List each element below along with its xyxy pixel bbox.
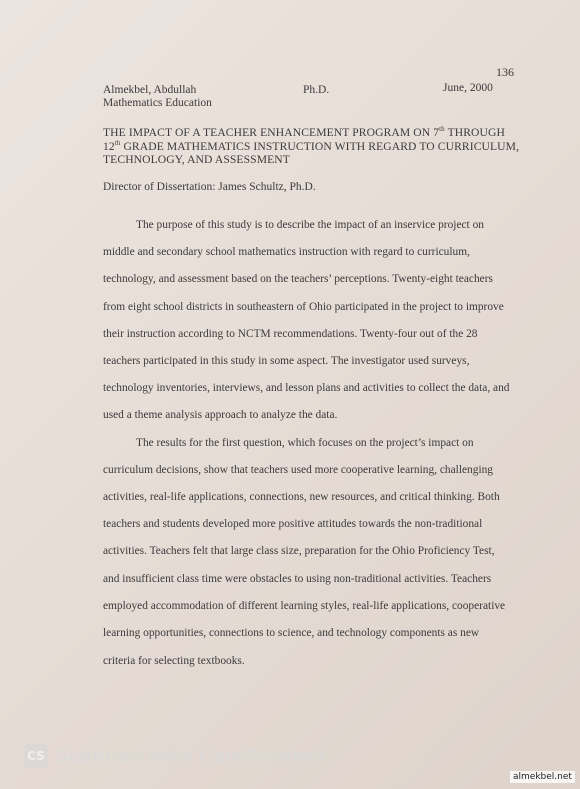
paragraph-line: The purpose of this study is to describe the impact of an inservice project on xyxy=(136,219,484,231)
title-line-3: TECHNOLOGY, AND ASSESSMENT xyxy=(103,153,290,166)
paragraph-line: middle and secondary school mathematics instruction with regard to curriculum, xyxy=(103,246,470,258)
paragraph-line: criteria for selecting textbooks. xyxy=(103,655,245,667)
paragraph-line: teachers participated in this study in some aspect. The investigator used surveys, xyxy=(103,355,470,367)
paragraph-line: technology, and assessment based on the teachers’ perceptions. Twenty-eight teachers xyxy=(103,273,493,285)
director-line: Director of Dissertation: James Schultz, Ph.D. xyxy=(103,181,316,193)
title-line-2 xyxy=(103,139,519,153)
title-text: 12 xyxy=(103,140,115,153)
watermark-text: Scanned with CamScanner xyxy=(56,745,326,767)
camscanner-logo-icon: CS xyxy=(24,744,48,768)
degree: Ph.D. xyxy=(303,84,330,96)
superscript: th xyxy=(114,139,121,147)
title-line-1 xyxy=(103,125,505,139)
paragraph-line: activities, real-life applications, connections, new resources, and critical thinking. Both xyxy=(103,491,500,503)
paragraph-line: from eight school districts in southeastern of Ohio participated in the project to improve xyxy=(103,301,504,313)
department: Mathematics Education xyxy=(103,97,212,109)
paragraph-line: curriculum decisions, show that teachers used more cooperative learning, challenging xyxy=(103,464,493,476)
title-text: GRADE MATHEMATICS INSTRUCTION WITH REGARD TO CURRICULUM, xyxy=(120,140,520,153)
paragraph-line: activities. Teachers felt that large class size, preparation for the Ohio Proficiency Test, xyxy=(103,545,495,557)
paragraph-line: employed accommodation of different learning styles, real-life applications, cooperative xyxy=(103,600,506,612)
author-name: Almekbel, Abdullah xyxy=(103,84,197,96)
title-text: THE IMPACT OF A TEACHER ENHANCEMENT PROGRAM ON 7 xyxy=(103,126,440,139)
paragraph-line: technology inventories, interviews, and lesson plans and activities to collect the data, and xyxy=(103,382,510,394)
paragraph-line: The results for the first question, which focuses on the project’s impact on xyxy=(136,437,474,449)
site-label: almekbel.net xyxy=(510,771,575,783)
paragraph-line: used a theme analysis approach to analyze the data. xyxy=(103,409,338,421)
page-number: 136 xyxy=(496,65,514,79)
title-text: THROUGH xyxy=(444,126,505,139)
date: June, 2000 xyxy=(443,82,493,94)
camscanner-watermark xyxy=(24,741,326,771)
paragraph-line: teachers and students developed more positive attitudes towards the non-traditional xyxy=(103,518,483,530)
superscript: th xyxy=(439,125,445,133)
paragraph-line: their instruction according to NCTM recommendations. Twenty-four out of the 28 xyxy=(103,328,478,340)
paragraph-line: and insufficient class time were obstacles to using non-traditional activities. Teachers xyxy=(103,573,492,585)
paragraph-line: learning opportunities, connections to science, and technology components as new xyxy=(103,627,480,639)
